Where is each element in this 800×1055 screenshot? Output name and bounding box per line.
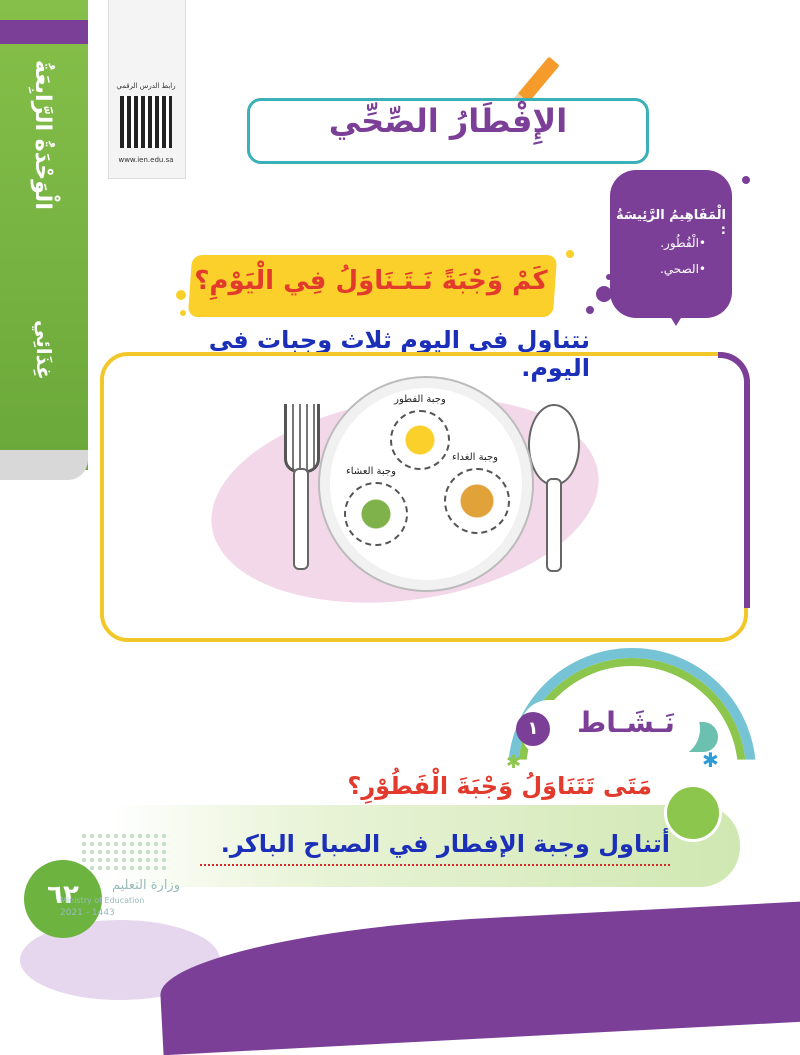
dinner-clock-icon (344, 482, 408, 546)
decor-dot (596, 286, 612, 302)
qr-caption: رابط الدرس الرقمي (116, 82, 176, 90)
concepts-card-tail (660, 300, 692, 326)
decor-dot (566, 250, 574, 258)
answer-underline (200, 864, 670, 866)
decor-dot (586, 306, 594, 314)
edition-year: 2021 - 1443 (60, 908, 115, 918)
ministry-dots-logo (80, 832, 170, 872)
ministry-name: وزارة التعليم (111, 878, 180, 893)
decor-dot (180, 310, 186, 316)
footer-wave (157, 901, 800, 1055)
flower-icon: ✱ (702, 748, 719, 772)
activity-number: ١ (516, 712, 550, 746)
fork-icon (284, 404, 320, 473)
clock-label-breakfast: وجبة الفطور (394, 394, 446, 405)
fork-handle (293, 468, 309, 570)
activity-label: نَـشَـاط (577, 706, 675, 739)
clock-label-dinner: وجبة العشاء (346, 466, 396, 477)
qr-code-icon[interactable] (120, 96, 172, 148)
spoon-icon (528, 404, 580, 486)
activity-answer: أتناول وجبة الإفطار في الصباح الباكر. (220, 830, 670, 858)
side-strip-bottom (0, 450, 88, 480)
decor-dot (606, 274, 612, 280)
illustration-frame-accent (718, 352, 750, 608)
pencil-eraser-icon (664, 784, 722, 842)
answer-text: نتناول في اليوم ثلاث وجبات في اليوم. (208, 326, 590, 382)
lunch-clock-icon (444, 468, 510, 534)
page-number: ٦٢ (47, 880, 79, 910)
flower-icon: ✱ (506, 752, 522, 773)
unit-label: الْوَحْدَةُ الرَّابِعَةُ (30, 60, 55, 210)
theme-label: غِذَائِي (32, 320, 56, 380)
concepts-heading: الْمَفَاهِيمُ الرَّئِيسَةُ : (615, 208, 726, 238)
spoon-handle (546, 478, 562, 572)
side-strip-accent (0, 20, 88, 44)
activity-question: مَتَى تَتَنَاوَلُ وَجْبَةَ الْفَطُوْرِ؟ (347, 772, 652, 800)
qr-url[interactable]: www.ien.edu.sa (118, 156, 174, 164)
concept-item: •الْفُطُور. (660, 236, 706, 250)
clock-label-lunch: وجبة الغداء (452, 452, 498, 463)
decor-dot (176, 290, 186, 300)
decor-dot (742, 176, 750, 184)
concept-item: •الصحي. (659, 262, 706, 276)
page-title: الإِفْطَارُ الصِّحِّي (328, 102, 568, 140)
question-text: كَمْ وَجْبَةً نَـتَـنَاوَلُ فِي الْيَوْمِ؟ (194, 266, 548, 296)
ministry-name-en: Ministry of Education (60, 896, 145, 905)
